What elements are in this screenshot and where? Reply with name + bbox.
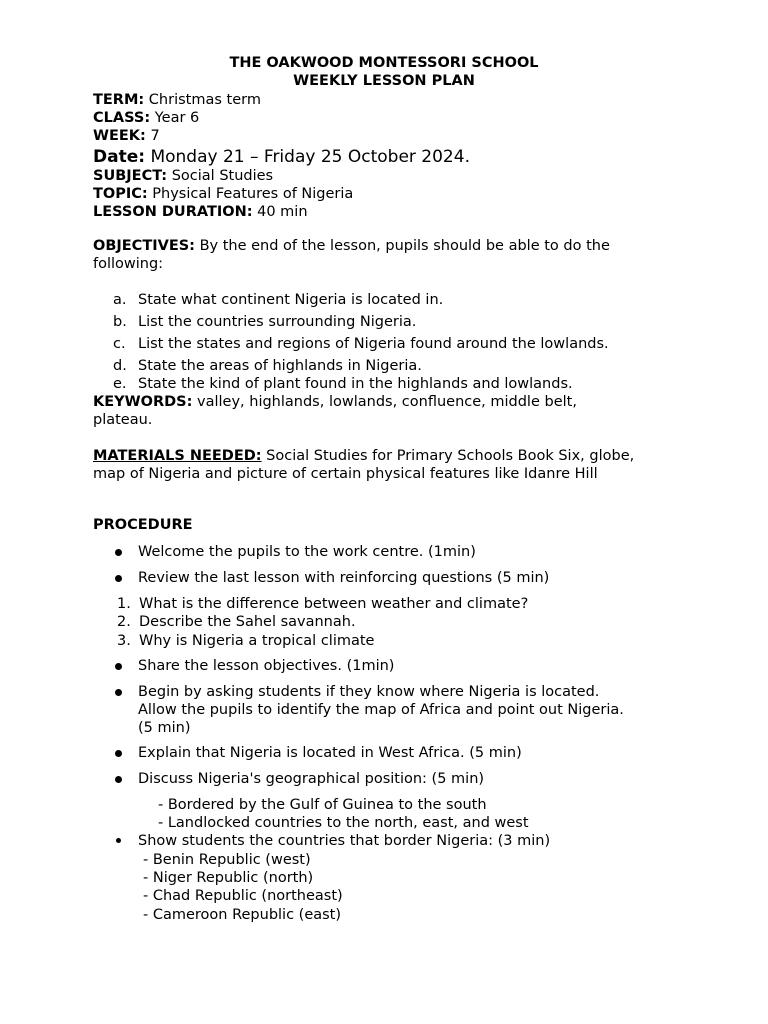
bullet-icon — [115, 549, 122, 556]
class-row — [93, 109, 199, 127]
plan-title: WEEKLY LESSON PLAN — [293, 73, 475, 89]
step-discuss: Discuss Nigeria's geographical position: (5 min) — [138, 771, 485, 787]
term-label: TERM: — [93, 92, 145, 108]
date-row — [93, 147, 470, 167]
objective-a-marker: a. — [113, 292, 127, 308]
topic-row — [93, 185, 353, 203]
topic-label: TOPIC: — [93, 186, 148, 202]
class-value: Year 6 — [150, 110, 200, 126]
position-south: - Bordered by the Gulf of Guinea to the south — [158, 797, 487, 813]
bullet-icon — [115, 689, 122, 696]
step-explain: Explain that Nigeria is located in West Africa. (5 min) — [138, 745, 522, 761]
duration-row — [93, 203, 308, 221]
term-row — [93, 91, 261, 109]
school-title: THE OAKWOOD MONTESSORI SCHOOL — [229, 55, 539, 71]
question-2: Describe the Sahel savannah. — [139, 614, 356, 630]
bullet-icon — [116, 838, 121, 843]
bullet-icon — [115, 663, 122, 670]
bullet-icon — [115, 776, 122, 783]
question-2-marker: 2. — [117, 614, 131, 630]
materials-cont: map of Nigeria and picture of certain physical features like Idanre Hill — [93, 466, 598, 482]
procedure-heading: PROCEDURE — [93, 517, 193, 533]
objectives-intro-cont: following: — [93, 256, 164, 272]
subject-value: Social Studies — [167, 168, 274, 184]
week-value: 7 — [145, 128, 160, 144]
keywords-row — [93, 393, 577, 411]
materials-label: MATERIALS NEEDED: — [93, 448, 262, 464]
topic-value: Physical Features of Nigeria — [147, 186, 354, 202]
step-review: Review the last lesson with reinforcing questions (5 min) — [138, 570, 550, 586]
duration-label: LESSON DURATION: — [93, 204, 253, 220]
objective-c-marker: c. — [113, 336, 126, 352]
question-1-marker: 1. — [117, 596, 131, 612]
week-label: WEEK: — [93, 128, 146, 144]
objective-d-marker: d. — [113, 358, 127, 374]
question-3: Why is Nigeria a tropical climate — [139, 633, 375, 649]
objective-c: List the states and regions of Nigeria found around the lowlands. — [138, 336, 609, 352]
materials-row — [93, 447, 634, 465]
subject-row — [93, 167, 273, 185]
step-begin-line-1: Begin by asking students if they know where Nigeria is located. — [138, 684, 600, 700]
keywords-text: valley, highlands, lowlands, confluence, middle belt, — [192, 394, 577, 410]
objectives-intro-text: By the end of the lesson, pupils should be able to do the — [194, 238, 610, 254]
border-niger: - Niger Republic (north) — [143, 870, 314, 886]
step-show: Show students the countries that border Nigeria: (3 min) — [138, 833, 551, 849]
keywords-cont: plateau. — [93, 412, 153, 428]
objective-b-marker: b. — [113, 314, 127, 330]
term-value: Christmas term — [144, 92, 261, 108]
keywords-label: KEYWORDS: — [93, 394, 193, 410]
border-chad: - Chad Republic (northeast) — [143, 888, 343, 904]
objective-e-marker: e. — [113, 376, 127, 392]
objectives-intro — [93, 237, 610, 255]
date-value: Monday 21 – Friday 25 October 2024. — [145, 147, 470, 167]
question-1: What is the difference between weather and climate? — [139, 596, 529, 612]
class-label: CLASS: — [93, 110, 151, 126]
date-label: Date: — [93, 147, 146, 167]
border-benin: - Benin Republic (west) — [143, 852, 311, 868]
position-landlocked: - Landlocked countries to the north, east, and west — [158, 815, 529, 831]
week-row — [93, 127, 160, 145]
step-begin-line-3: (5 min) — [138, 720, 191, 736]
step-share: Share the lesson objectives. (1min) — [138, 658, 395, 674]
step-welcome: Welcome the pupils to the work centre. (1min) — [138, 544, 476, 560]
objectives-label: OBJECTIVES: — [93, 238, 195, 254]
bullet-icon — [115, 750, 122, 757]
objective-e: State the kind of plant found in the highlands and lowlands. — [138, 376, 573, 392]
objective-d: State the areas of highlands in Nigeria. — [138, 358, 422, 374]
materials-text: Social Studies for Primary Schools Book Six, globe, — [261, 448, 635, 464]
step-begin-line-2: Allow the pupils to identify the map of Africa and point out Nigeria. — [138, 702, 624, 718]
question-3-marker: 3. — [117, 633, 131, 649]
bullet-icon — [115, 575, 122, 582]
subject-label: SUBJECT: — [93, 168, 168, 184]
border-cameroon: - Cameroon Republic (east) — [143, 907, 342, 923]
objective-a: State what continent Nigeria is located in. — [138, 292, 444, 308]
duration-value: 40 min — [252, 204, 308, 220]
objective-b: List the countries surrounding Nigeria. — [138, 314, 417, 330]
